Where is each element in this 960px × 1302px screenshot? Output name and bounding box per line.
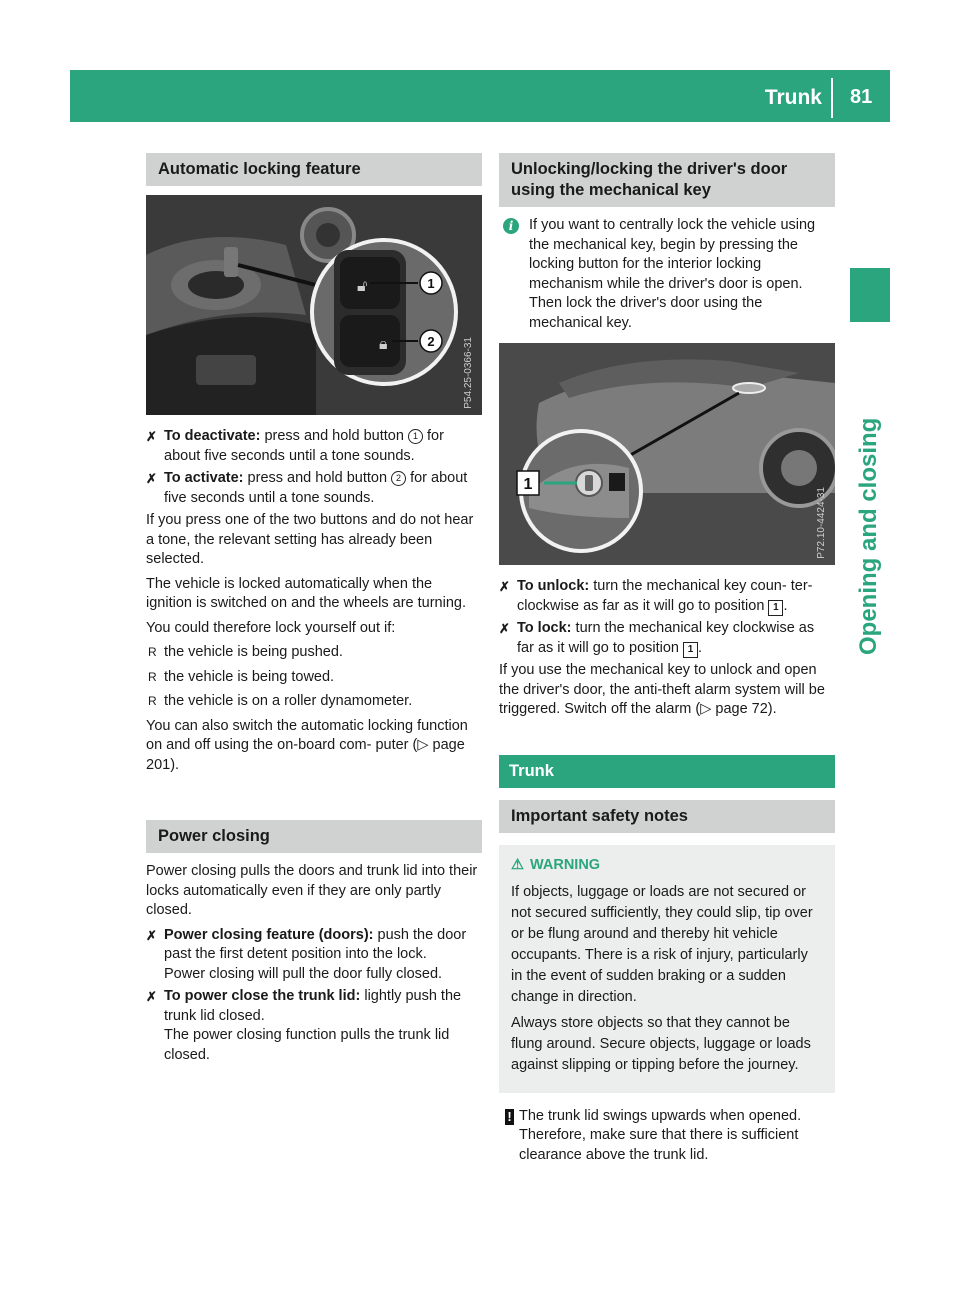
step-arrow-icon: ✗	[146, 471, 157, 486]
paragraph: If you press one of the two buttons and do not hear a tone, the relevant setting has already been selected.	[146, 512, 474, 567]
list-item: R the vehicle is being towed.	[146, 668, 482, 688]
warning-box	[499, 845, 835, 1093]
callout-2: 2	[427, 334, 435, 349]
section-heading-mechanical-key: Unlocking/locking the driver's door using the mechanical key	[499, 153, 835, 207]
section-heading-auto-lock: Automatic locking feature	[146, 153, 482, 186]
paragraph: Power closing pulls the doors and trunk lid into their locks automatically even if they are only partly closed.	[146, 863, 478, 918]
header-separator	[831, 78, 833, 118]
svg-text:🔓︎: 🔓︎	[357, 276, 368, 295]
step-lock: ✗ To lock: turn the mechanical key clockwise as far as it will go to position 1 .	[499, 620, 815, 656]
section-heading-trunk: Trunk	[499, 755, 835, 788]
step-power-close-trunk: ✗ To power close the trunk lid: lightly push the trunk lid closed. The power closing function pulls the trunk lid closed.	[146, 988, 462, 1063]
callout-1: 1	[523, 476, 533, 493]
chapter-tab	[850, 268, 890, 322]
warning-paragraph: If objects, luggage or loads are not secured or not secured sufficiently, they could slip, tip over or be flung around and thereby hit vehicle occupants. There is a risk of injury, particularly in the event of sudden braking or a sudden change in direction.	[511, 883, 813, 1005]
warning-title: ⚠︎ WARNING	[511, 856, 601, 873]
caution-note: ! The trunk lid swings upwards when opened. Therefore, make sure that there is sufficient clearance above the trunk lid.	[499, 1107, 835, 1166]
step-arrow-icon: ✗	[146, 989, 157, 1004]
button-number-badge: 1	[408, 429, 423, 444]
paragraph: You can also switch the automatic locking function on and off using the on-board com- puter (▷ page 201).	[146, 717, 468, 773]
info-note: i If you want to centrally lock the vehicle using the mechanical key, begin by pressing the locking button for the interior locking mechanism while the driver's door is open. Then lock the driver's door using the mechanical key.	[499, 216, 835, 333]
paragraph: You could therefore lock yourself out if:	[146, 619, 396, 636]
button-number-badge: 2	[391, 471, 406, 486]
svg-text:🔒︎: 🔒︎	[379, 334, 388, 353]
callout-1: 1	[427, 276, 435, 291]
step-unlock: ✗ To unlock: turn the mechanical key coun- ter-clockwise as far as it will go to position 1 .	[499, 578, 813, 614]
car-door-illustration	[499, 343, 835, 565]
figure-code: P72.10-4424-31	[815, 487, 827, 559]
step-activate: ✗ To activate: press and hold button 2 for about five seconds until a tone sounds.	[146, 470, 468, 506]
position-badge: 1	[683, 642, 698, 658]
step-deactivate: ✗ To deactivate: press and hold button 1 for about five seconds until a tone sounds.	[146, 428, 444, 464]
left-column	[146, 153, 482, 1068]
bullet-icon: R	[148, 645, 157, 659]
step-arrow-icon: ✗	[146, 927, 157, 943]
step-arrow-icon: ✗	[499, 621, 510, 636]
position-badge: 1	[768, 600, 783, 616]
info-icon: i	[503, 218, 519, 234]
bullet-icon: R	[148, 669, 157, 684]
paragraph: The vehicle is locked automatically when the ignition is switched on and the wheels are turning.	[146, 575, 466, 611]
step-arrow-icon: ✗	[499, 579, 510, 594]
warning-paragraph: Always store objects so that they cannot be flung around. Secure objects, luggage or loads against slipping or tipping before the journey.	[511, 1014, 811, 1073]
warning-triangle-icon: ⚠︎	[511, 856, 524, 873]
bullet-icon: R	[148, 694, 157, 708]
step-arrow-icon: ✗	[146, 429, 157, 444]
page-number: 81	[850, 86, 873, 108]
subsection-heading-safety: Important safety notes	[499, 800, 835, 833]
exclamation-icon: !	[505, 1109, 514, 1125]
section-heading-power-closing: Power closing	[146, 820, 482, 853]
list-item: R the vehicle is on a roller dynamometer.	[146, 692, 482, 712]
list-item: R the vehicle is being pushed.	[146, 643, 482, 663]
right-column	[499, 153, 835, 1165]
step-power-closing-doors: ✗ Power closing feature (doors): push the door past the first detent position into the lock. Power closing will pull the door fully closed.	[146, 926, 467, 982]
door-panel-illustration	[146, 195, 482, 415]
door-panel-figure	[146, 195, 482, 415]
car-door-figure	[499, 343, 835, 565]
figure-code: P54.25-0366-31	[462, 337, 474, 409]
chapter-title: Opening and closing	[855, 417, 882, 655]
paragraph: If you use the mechanical key to unlock and open the driver's door, the anti-theft alarm system will be triggered. Switch off the alarm (▷ page 72).	[499, 662, 825, 717]
